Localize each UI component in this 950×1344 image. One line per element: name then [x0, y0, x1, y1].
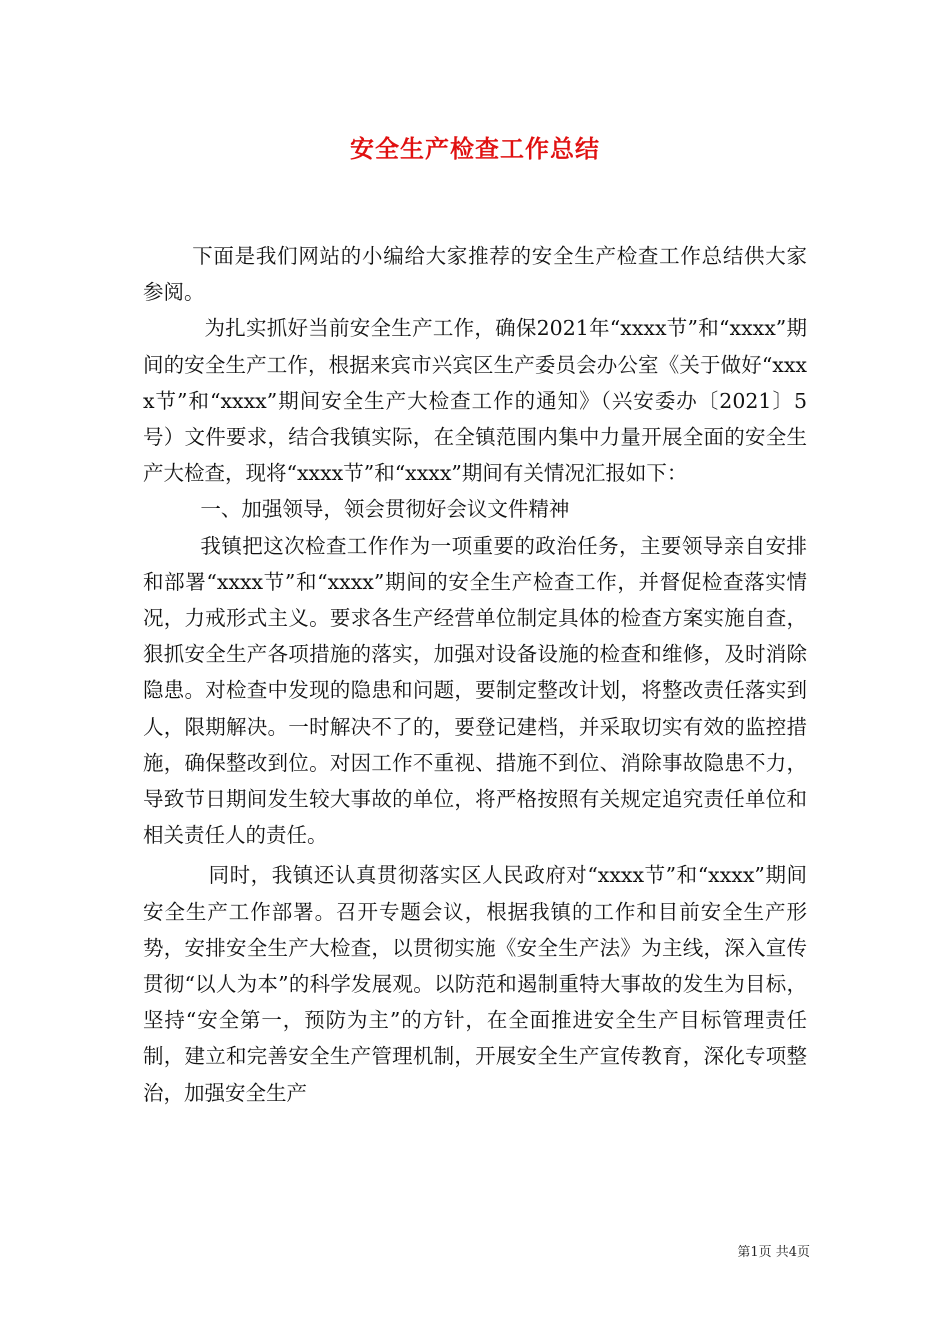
document-body: [143, 238, 807, 1111]
paragraph-purpose: 为扎实抓好当前安全生产工作，确保2021年“xxxx节”和“xxxx”期间的安全生产工作，根据来宾市兴宾区生产委员会办公室《关于做好“xxxx节”和“xxxx”期间安全生产大检查工作的通知》（兴安委办〔2021〕5号）文件要求，结合我镇实际，在全镇范围内集中力量开展全面的安全生产大检查，现将“xxxx节”和“xxxx”期间有关情况汇报如下：: [143, 316, 807, 486]
paragraph-leadership: 我镇把这次检查工作作为一项重要的政治任务，主要领导亲自安排和部署“xxxx节”和“xxxx”期间的安全生产检查工作，并督促检查落实情况，力戒形式主义。要求各生产经营单位制定具体的检查方案实施自查，狠抓安全生产各项措施的落实，加强对设备设施的检查和维修，及时消除隐患。对检查中发现的隐患和问题，要制定整改计划，将整改责任落实到人，限期解决。一时解决不了的，要登记建档，并采取切实有效的监控措施，确保整改到位。对因工作不重视、措施不到位、消除事故隐患不力，导致节日期间发生较大事故的单位，将严格按照有关规定追究责任单位和相关责任人的责任。: [143, 533, 807, 848]
paragraph-implementation: 同时，我镇还认真贯彻落实区人民政府对“xxxx节”和“xxxx”期间安全生产工作部署。召开专题会议，根据我镇的工作和目前安全生产形势，安排安全生产大检查，以贯彻实施《安全生产法》为主线，深入宣传贯彻“以人为本”的科学发展观。以防范和遏制重特大事故的发生为目标，坚持“安全第一，预防为主”的方针，在全面推进安全生产目标管理责任制，建立和完善安全生产管理机制，开展安全生产宣传教育，深化专项整治，加强安全生产: [143, 863, 807, 1105]
section-heading-1: 一、加强领导，领会贯彻好会议文件精神: [200, 497, 570, 522]
document-title: 安全生产检查工作总结: [350, 134, 600, 163]
page-number-footer: 第1页 共4页: [737, 1245, 810, 1260]
paragraph-intro: 下面是我们网站的小编给大家推荐的安全生产检查工作总结供大家参阅。: [143, 244, 807, 305]
